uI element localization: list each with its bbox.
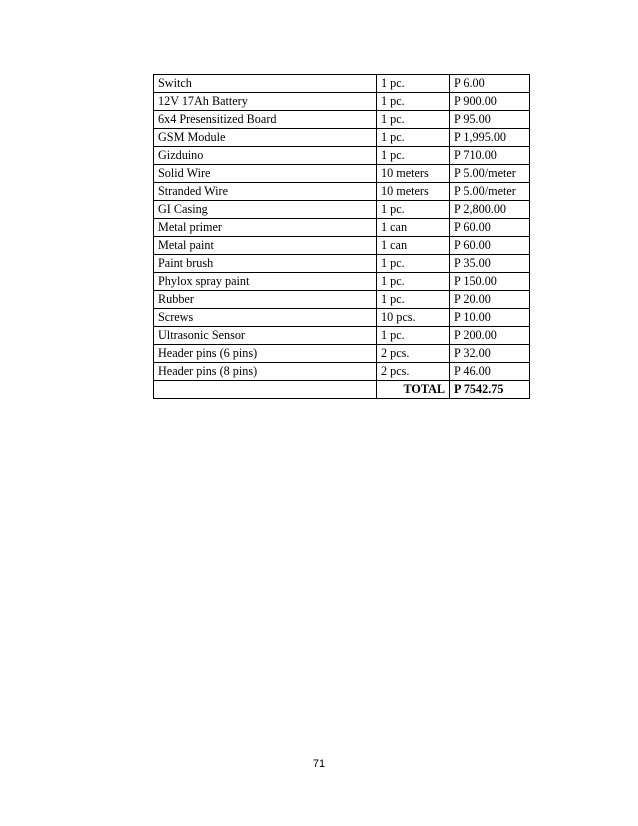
cost-table-body (154, 75, 530, 399)
quantity-cell: 1 pc. (377, 327, 450, 345)
table-row (154, 345, 530, 363)
table-row (154, 111, 530, 129)
table-row (154, 363, 530, 381)
table-row (154, 327, 530, 345)
item-name-cell: Phylox spray paint (154, 273, 377, 291)
item-name-cell: GI Casing (154, 201, 377, 219)
table-row (154, 309, 530, 327)
table-row (154, 219, 530, 237)
price-cell: P 710.00 (450, 147, 530, 165)
quantity-cell: 2 pcs. (377, 345, 450, 363)
table-row (154, 291, 530, 309)
table-row (154, 273, 530, 291)
price-cell: P 60.00 (450, 237, 530, 255)
cost-table (153, 74, 530, 399)
quantity-cell: 1 can (377, 237, 450, 255)
item-name-cell: Gizduino (154, 147, 377, 165)
table-row (154, 255, 530, 273)
item-name-cell: Stranded Wire (154, 183, 377, 201)
item-name-cell: 12V 17Ah Battery (154, 93, 377, 111)
table-row (154, 93, 530, 111)
price-cell: P 46.00 (450, 363, 530, 381)
quantity-cell: 1 pc. (377, 129, 450, 147)
quantity-cell: 1 pc. (377, 93, 450, 111)
quantity-cell: 1 pc. (377, 111, 450, 129)
page-number: 71 (312, 758, 326, 770)
table-row (154, 147, 530, 165)
price-cell: P 20.00 (450, 291, 530, 309)
quantity-cell: 1 pc. (377, 255, 450, 273)
price-cell: P 150.00 (450, 273, 530, 291)
price-cell: P 900.00 (450, 93, 530, 111)
quantity-cell: 1 pc. (377, 147, 450, 165)
table-row (154, 237, 530, 255)
total-empty-cell (154, 381, 377, 399)
quantity-cell: 1 pc. (377, 201, 450, 219)
item-name-cell: Rubber (154, 291, 377, 309)
item-name-cell: Header pins (6 pins) (154, 345, 377, 363)
price-cell: P 60.00 (450, 219, 530, 237)
price-cell: P 32.00 (450, 345, 530, 363)
total-label: TOTAL (377, 381, 450, 399)
quantity-cell: 10 meters (377, 183, 450, 201)
item-name-cell: 6x4 Presensitized Board (154, 111, 377, 129)
item-name-cell: Ultrasonic Sensor (154, 327, 377, 345)
table-row (154, 183, 530, 201)
quantity-cell: 10 pcs. (377, 309, 450, 327)
table-row (154, 165, 530, 183)
item-name-cell: Switch (154, 75, 377, 93)
price-cell: P 2,800.00 (450, 201, 530, 219)
table-row (154, 201, 530, 219)
price-cell: P 5.00/meter (450, 165, 530, 183)
quantity-cell: 1 pc. (377, 75, 450, 93)
item-name-cell: GSM Module (154, 129, 377, 147)
price-cell: P 35.00 (450, 255, 530, 273)
item-name-cell: Metal primer (154, 219, 377, 237)
item-name-cell: Screws (154, 309, 377, 327)
total-row (154, 381, 530, 399)
item-name-cell: Solid Wire (154, 165, 377, 183)
price-cell: P 10.00 (450, 309, 530, 327)
quantity-cell: 1 pc. (377, 273, 450, 291)
item-name-cell: Header pins (8 pins) (154, 363, 377, 381)
quantity-cell: 1 pc. (377, 291, 450, 309)
price-cell: P 95.00 (450, 111, 530, 129)
price-cell: P 5.00/meter (450, 183, 530, 201)
price-cell: P 1,995.00 (450, 129, 530, 147)
total-value: P 7542.75 (450, 381, 530, 399)
quantity-cell: 1 can (377, 219, 450, 237)
item-name-cell: Metal paint (154, 237, 377, 255)
price-cell: P 200.00 (450, 327, 530, 345)
table-row (154, 75, 530, 93)
quantity-cell: 10 meters (377, 165, 450, 183)
item-name-cell: Paint brush (154, 255, 377, 273)
quantity-cell: 2 pcs. (377, 363, 450, 381)
price-cell: P 6.00 (450, 75, 530, 93)
table-row (154, 129, 530, 147)
